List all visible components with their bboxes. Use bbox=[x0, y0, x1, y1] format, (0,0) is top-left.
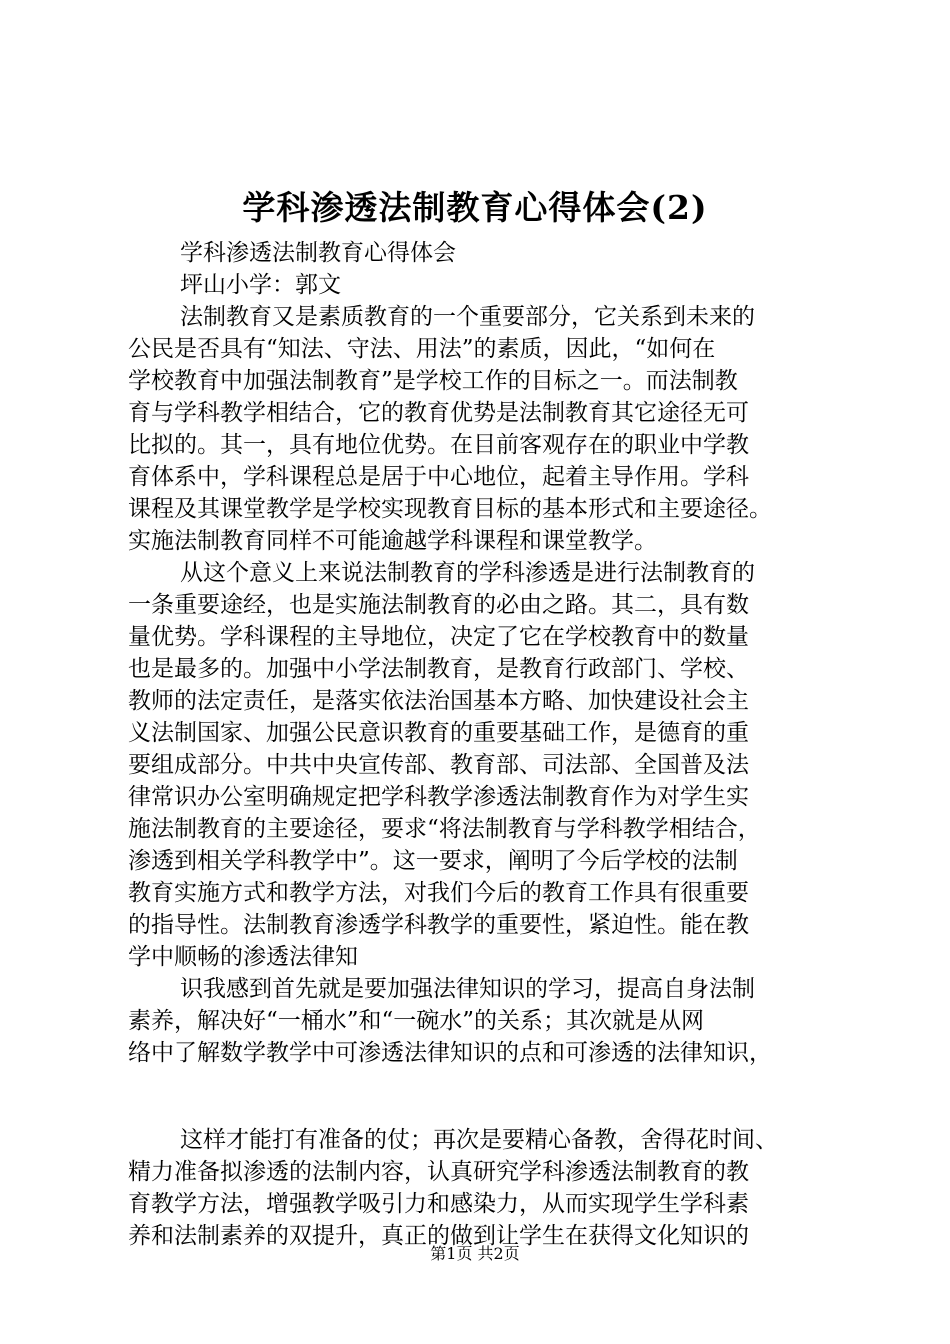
body-line: 比拟的。其一，具有地位优势。在目前客观存在的职业中学教 bbox=[128, 432, 749, 458]
document-subtitle: 学科渗透法制教育心得体会 bbox=[180, 240, 456, 266]
body-line: 从这个意义上来说法制教育的学科渗透是进行法制教育的 bbox=[180, 560, 755, 586]
body-line: 渗透到相关学科教学中”。这一要求，阐明了今后学校的法制 bbox=[128, 848, 738, 874]
body-line: 教师的法定责任，是落实依法治国基本方略、加快建设社会主 bbox=[128, 688, 749, 714]
body-line: 育体系中，学科课程总是居于中心地位，起着主导作用。学科 bbox=[128, 464, 749, 490]
body-line: 要组成部分。中共中央宣传部、教育部、司法部、全国普及法 bbox=[128, 752, 749, 778]
body-line: 教育实施方式和教学方法，对我们今后的教育工作具有很重要 bbox=[128, 880, 749, 906]
body-line: 育教学方法，增强教学吸引力和感染力，从而实现学生学科素 bbox=[128, 1191, 749, 1217]
body-line: 实施法制教育同样不可能逾越学科课程和课堂教学。 bbox=[128, 528, 657, 554]
body-line: 律常识办公室明确规定把学科教学渗透法制教育作为对学生实 bbox=[128, 784, 749, 810]
body-line: 素养，解决好“一桶水”和“一碗水”的关系；其次就是从网 bbox=[128, 1008, 705, 1034]
paragraph-gap bbox=[128, 1069, 840, 1124]
body-line: 络中了解数学教学中可渗透法律知识的点和可渗透的法律知识， bbox=[128, 1040, 772, 1066]
body-line: 课程及其课堂教学是学校实现教育目标的基本形式和主要途径。 bbox=[128, 496, 772, 522]
document-title: 学科渗透法制教育心得体会(2) bbox=[242, 188, 708, 227]
body-line: 法制教育又是素质教育的一个重要部分，它关系到未来的 bbox=[180, 304, 755, 330]
author-line: 坪山小学：郭文 bbox=[180, 272, 341, 298]
body-line: 的指导性。法制教育渗透学科教学的重要性，紧迫性。能在教 bbox=[128, 912, 749, 938]
body-line: 养和法制素养的双提升，真正的做到让学生在获得文化知识的 bbox=[128, 1223, 749, 1249]
body-line: 精力准备拟渗透的法制内容，认真研究学科渗透法制教育的教 bbox=[128, 1159, 749, 1185]
body-line: 育与学科教学相结合，它的教育优势是法制教育其它途径无可 bbox=[128, 400, 749, 426]
body-line: 一条重要途经，也是实施法制教育的必由之路。其二，具有数 bbox=[128, 592, 749, 618]
body-line: 学校教育中加强法制教育”是学校工作的目标之一。而法制教 bbox=[128, 368, 738, 394]
body-line: 公民是否具有“知法、守法、用法”的素质，因此，“如何在 bbox=[128, 336, 716, 362]
body-line: 义法制国家、加强公民意识教育的重要基础工作，是德育的重 bbox=[128, 720, 749, 746]
body-line: 也是最多的。加强中小学法制教育，是教育行政部门、学校、 bbox=[128, 656, 749, 682]
page-footer: 第1页 共2页 bbox=[430, 1244, 520, 1263]
body-line: 这样才能打有准备的仗；再次是要精心备教，舍得花时间、 bbox=[180, 1127, 778, 1153]
body-line: 量优势。学科课程的主导地位，决定了它在学校教育中的数量 bbox=[128, 624, 749, 650]
body-line: 识我感到首先就是要加强法律知识的学习，提高自身法制 bbox=[180, 976, 755, 1002]
body-line: 施法制教育的主要途径，要求“将法制教育与学科教学相结合， bbox=[128, 816, 761, 842]
body-line: 学中顺畅的渗透法律知 bbox=[128, 944, 358, 970]
document-body bbox=[128, 237, 840, 1252]
